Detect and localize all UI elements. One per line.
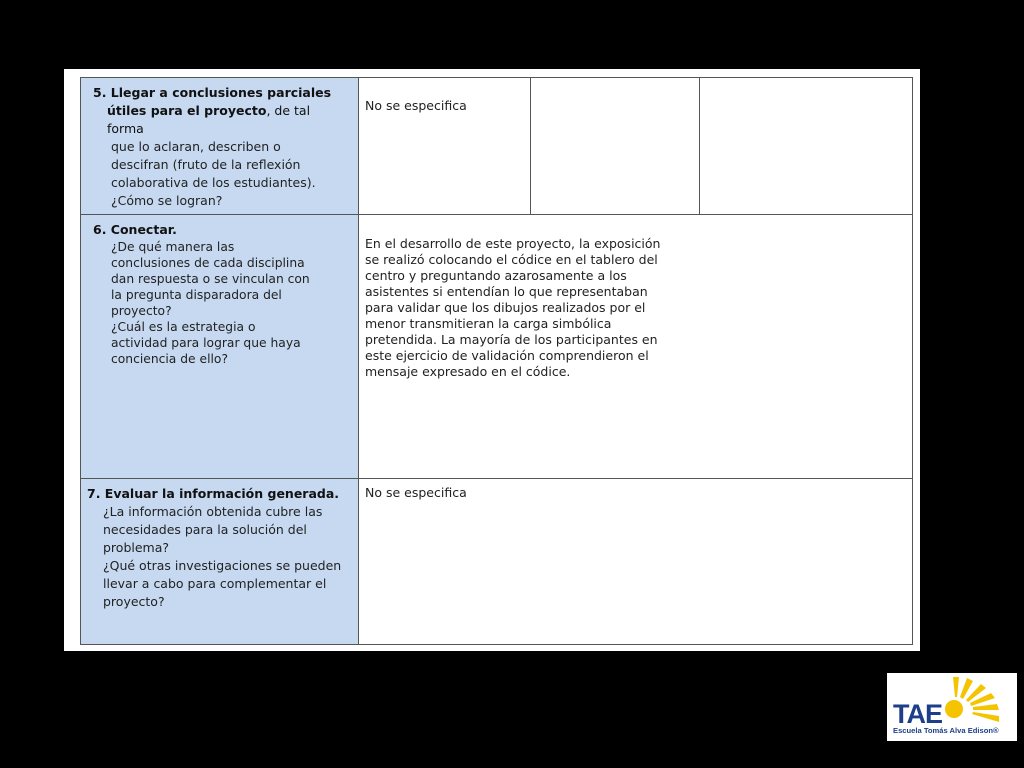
answer-line: se realizó colocando el códice en el tablero del bbox=[365, 252, 658, 267]
question-line: que lo aclaran, describen o bbox=[111, 139, 281, 154]
answer-cell-5 bbox=[359, 78, 531, 215]
question-line: ¿Cuál es la estrategia o bbox=[111, 320, 256, 334]
question-line: proyecto? bbox=[111, 304, 172, 318]
answer-line: centro y preguntando azarosamente a los bbox=[365, 268, 627, 283]
question-cell-5 bbox=[81, 78, 359, 215]
answer-line: para validar que los dibujos realizados por el bbox=[365, 300, 646, 315]
question-line: colaborativa de los estudiantes). bbox=[111, 175, 316, 190]
answer-line: menor transmitieran la carga simbólica bbox=[365, 316, 612, 331]
question-line: actividad para lograr que haya bbox=[111, 336, 301, 350]
project-table bbox=[80, 77, 913, 645]
answer-line: pretendida. La mayoría de los participantes en bbox=[365, 332, 658, 347]
question-line: la pregunta disparadora del bbox=[111, 288, 282, 302]
question-heading-5-cont: útiles para el proyecto bbox=[107, 103, 267, 118]
document-slide bbox=[64, 69, 920, 651]
question-cell-6 bbox=[81, 215, 359, 479]
empty-cell bbox=[531, 78, 700, 215]
school-logo bbox=[887, 673, 1017, 741]
answer-cell-7 bbox=[359, 479, 913, 645]
question-line: ¿La información obtenida cubre las bbox=[103, 504, 323, 519]
question-heading-7: 7. Evaluar la información generada. bbox=[87, 486, 340, 501]
answer-line: asistentes si entendían lo que representaban bbox=[365, 284, 648, 299]
answer-text-5: No se especifica bbox=[365, 98, 467, 113]
question-line: problema? bbox=[103, 540, 170, 555]
question-line: conciencia de ello? bbox=[111, 352, 228, 366]
answer-text-7: No se especifica bbox=[365, 485, 467, 500]
table-row bbox=[81, 215, 913, 479]
question-line: ¿Cómo se logran? bbox=[111, 193, 223, 208]
question-line: conclusiones de cada disciplina bbox=[111, 256, 305, 270]
table-row bbox=[81, 78, 913, 215]
logo-school-name: Escuela Tomás Alva Edison® bbox=[893, 726, 999, 735]
question-line: ¿Qué otras investigaciones se pueden bbox=[103, 558, 342, 573]
answer-line: este ejercicio de validación comprendieron el bbox=[365, 348, 649, 363]
question-heading-6: 6. Conectar. bbox=[93, 222, 177, 237]
question-heading-5: 5. Llegar a conclusiones parciales bbox=[93, 85, 332, 100]
question-line: descifran (fruto de la reflexión bbox=[111, 157, 301, 172]
question-line: ¿De qué manera las bbox=[111, 240, 235, 254]
question-line: proyecto? bbox=[103, 594, 165, 609]
table-row bbox=[81, 479, 913, 645]
question-cell-7 bbox=[81, 479, 359, 645]
question-line: llevar a cabo para complementar el bbox=[103, 576, 327, 591]
question-line: necesidades para la solución del bbox=[103, 522, 307, 537]
answer-line: En el desarrollo de este proyecto, la exposición bbox=[365, 236, 661, 251]
question-heading-5-rest: , de tal forma bbox=[107, 103, 311, 136]
logo-text: TAE bbox=[893, 699, 942, 729]
empty-cell bbox=[700, 78, 913, 215]
answer-line: mensaje expresado en el códice. bbox=[365, 364, 571, 379]
answer-cell-6 bbox=[359, 215, 913, 479]
question-line: dan respuesta o se vinculan con bbox=[111, 272, 310, 286]
